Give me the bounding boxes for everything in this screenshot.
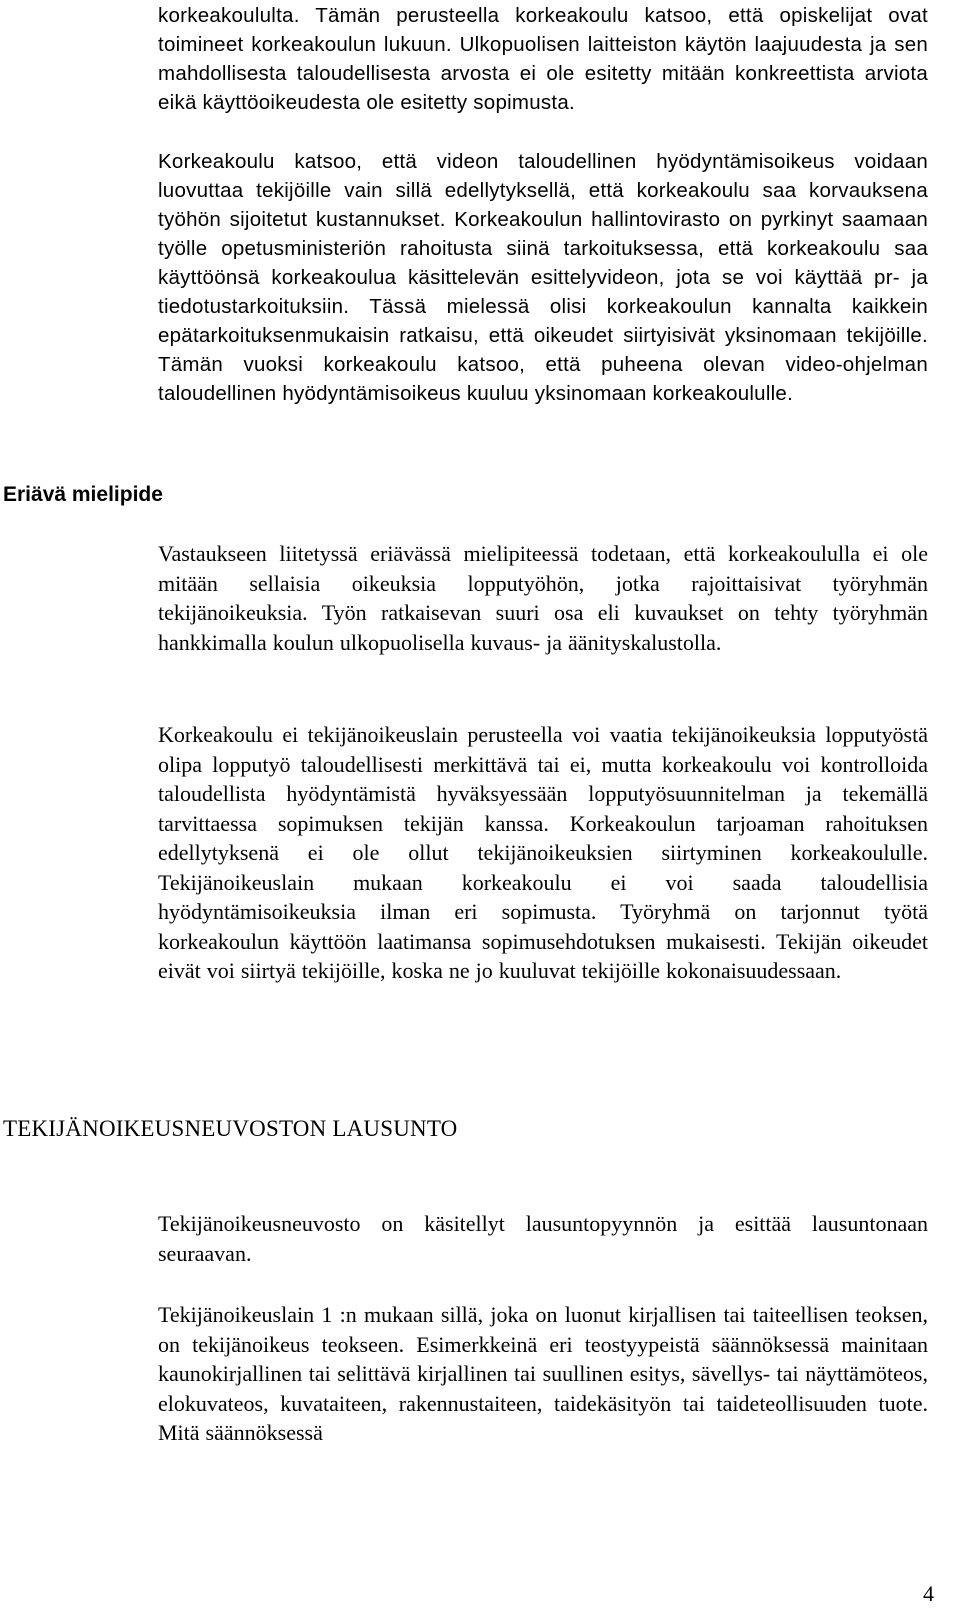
section-heading: TEKIJÄNOIKEUSNEUVOSTON LAUSUNTO: [3, 1116, 458, 1141]
paragraph-eriava-mielipide-1: Vastaukseen liitetyssä eriävässä mielipiteessä todetaan, että korkeakoululla ei ole mitään sellaisia oikeuksia lopputyöhön, jotka rajoittaisivat työryhmän tekijänoikeuksia. Työn ratkaisevan suuri osa eli kuvaukset on tehty työryhmän hankkimalla koulun ulkopuolisella kuvaus- ja äänityskalustolla.: [158, 541, 928, 655]
side-label-dissenting-opinion: Eriävä mielipide: [3, 483, 163, 506]
paragraph-korkeakoulun-kanta: Korkeakoulu katsoo, että videon taloudellinen hyödyntämisoikeus voidaan luovuttaa tekijöille vain sillä edellytyksellä, että korkeakoulu saa korvauksena työhön sijoitetut kustannukset. Korkeakoulun hallintovirasto on pyrkinyt saamaan työlle opetusministeriön rahoitusta siinä tarkoituksessa, että korkeakoulu saa käyttöönsä korkeakoulua käsittelevän esittelyvideon, jota se voi käyttää pr- ja tiedotustarkoituksiin. Tässä mielessä olisi korkeakoulun kannalta kaikkein epätarkoituksenmukaisin ratkaisu, että oikeudet siirtyisivät yksinomaan tekijöille. Tämän vuoksi korkeakoulu katsoo, että puheena olevan video-ohjelman taloudellinen hyödyntämisoikeus kuuluu yksinomaan korkeakoululle.: [158, 150, 928, 405]
paragraph-lausunto-intro: Tekijänoikeusneuvosto on käsitellyt lausuntopyynnön ja esittää lausuntonaan seuraavan.: [158, 1211, 928, 1266]
paragraph-eriava-mielipide-2: Korkeakoulu ei tekijänoikeuslain perusteella voi vaatia tekijänoikeuksia lopputyöstä olipa lopputyö taloudellisesti merkittävä tai ei, mutta korkeakoulu voi kontrolloida taloudellista hyödyntämistä hyväksyessään lopputyösuunnitelman ja tekemällä tarvittaessa sopimuksen tekijän kanssa. Korkeakoulun tarjoaman rahoituksen edellytyksenä ei ole ollut tekijänoikeuksien siirtyminen korkeakoululle. Tekijänoikeuslain mukaan korkeakoulu ei voi saada taloudellisia hyödyntämisoikeuksia ilman eri sopimusta. Työryhmä on tarjonnut työtä korkeakoulun käyttöön laatimansa sopimusehdotuksen mukaisesti. Tekijän oikeudet eivät voi siirtyä tekijöille, koska ne jo kuuluvat tekijöille kokonaisuudessaan.: [158, 722, 928, 983]
paragraph-tekijanoikeuslaki: Tekijänoikeuslain 1 :n mukaan sillä, joka on luonut kirjallisen tai taiteellisen teoksen, on tekijänoikeus teokseen. Esimerkkeinä eri teostyypeistä säännöksessä mainitaan kaunokirjallinen tai selittävä kirjallinen tai suullinen esitys, sävellys- tai näyttämöteos, elokuvateos, kuvataiteen, rakennustaiteen, taidekäsityön tai taideteollisuuden tuote. Mitä säännöksessä: [158, 1302, 928, 1445]
page-number: 4: [923, 1581, 934, 1606]
paragraph-korkeakoulu-lukuun: korkeakoululta. Tämän perusteella korkeakoulu katsoo, että opiskelijat ovat toimineet korkeakoulun lukuun. Ulkopuolisen laitteiston käytön laajuudesta ja sen mahdollisesta taloudellisesta arvosta ei ole esitetty mitään konkreettista arviota eikä käyttöoikeudesta ole esitetty sopimusta.: [158, 4, 928, 114]
